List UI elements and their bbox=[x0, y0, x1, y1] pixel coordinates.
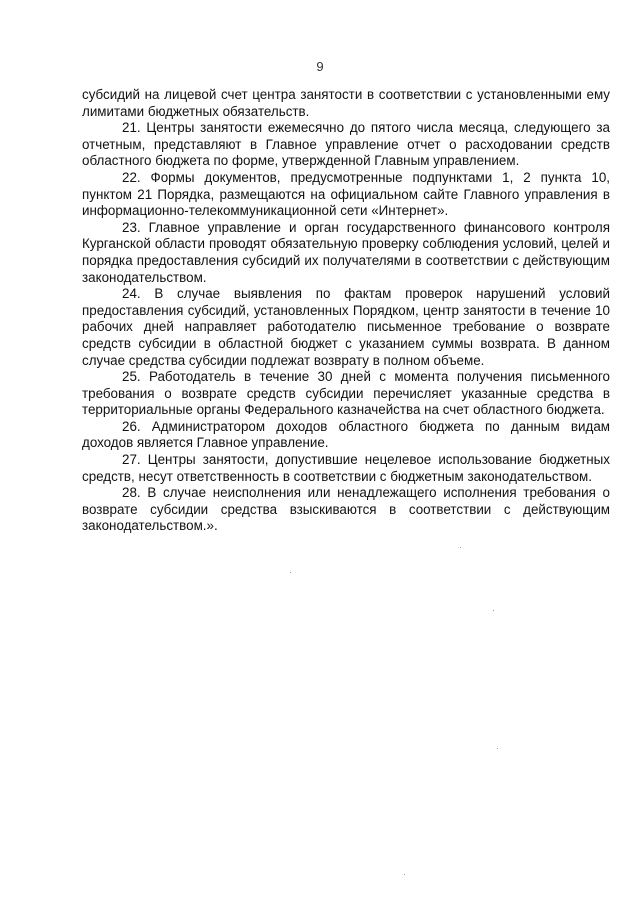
paragraph-24: 24. В случае выявления по фактам проверок нарушений условий предоставления субсидий, установленных Порядком, центр занятости в течение 10 рабочих дней направляет работодателю письменное требование о возврате средств субсидии в областной бюджет с указанием суммы возврата. В данном случае средства субсидии подлежат возврату в полном объеме. bbox=[82, 286, 610, 368]
paragraph-25: 25. Работодатель в течение 30 дней с момента получения письменного требования о возврате средств субсидии перечисляет указанные средства в территориальные органы Федерального казначейства на счет областного бюджета. bbox=[82, 369, 610, 418]
scan-speck bbox=[460, 547, 461, 548]
scan-speck bbox=[290, 572, 291, 573]
paragraph-27: 27. Центры занятости, допустившие нецелевое использование бюджетных средств, несут ответственность в соответствии с бюджетным законодательством. bbox=[82, 452, 610, 484]
paragraph-28: 28. В случае неисполнения или ненадлежащего исполнения требования о возврате субсидии средства взыскиваются в соответствии с действующим законодательством.». bbox=[82, 485, 610, 534]
page-number: 9 bbox=[316, 59, 324, 74]
scan-speck bbox=[497, 748, 498, 749]
paragraph-21: 21. Центры занятости ежемесячно до пятого числа месяца, следующего за отчетным, представляют в Главное управление отчет о расходовании средств областного бюджета по форме, утвержденной Главным управлением. bbox=[82, 120, 610, 169]
paragraph-22: 22. Формы документов, предусмотренные подпунктами 1, 2 пункта 10, пунктом 21 Порядка, размещаются на официальном сайте Главного управления в информационно-телекоммуникационной сети «Интернет». bbox=[82, 169, 610, 219]
paragraph-23: 23. Главное управление и орган государственного финансового контроля Курганской области проводят обязательную проверку соблюдения условий, целей и порядка предоставления субсидий их получателями в соответствии с действующим законодательством. bbox=[82, 219, 610, 285]
paragraph-26: 26. Администратором доходов областного бюджета по данным видам доходов является Главное управление. bbox=[82, 418, 610, 451]
scan-speck bbox=[493, 610, 494, 611]
scan-speck bbox=[404, 874, 405, 875]
paragraph-continuation: субсидий на лицевой счет центра занятости в соответствии с установленными ему лимитами бюджетных обязательств. bbox=[82, 87, 610, 119]
document-body bbox=[82, 87, 610, 535]
